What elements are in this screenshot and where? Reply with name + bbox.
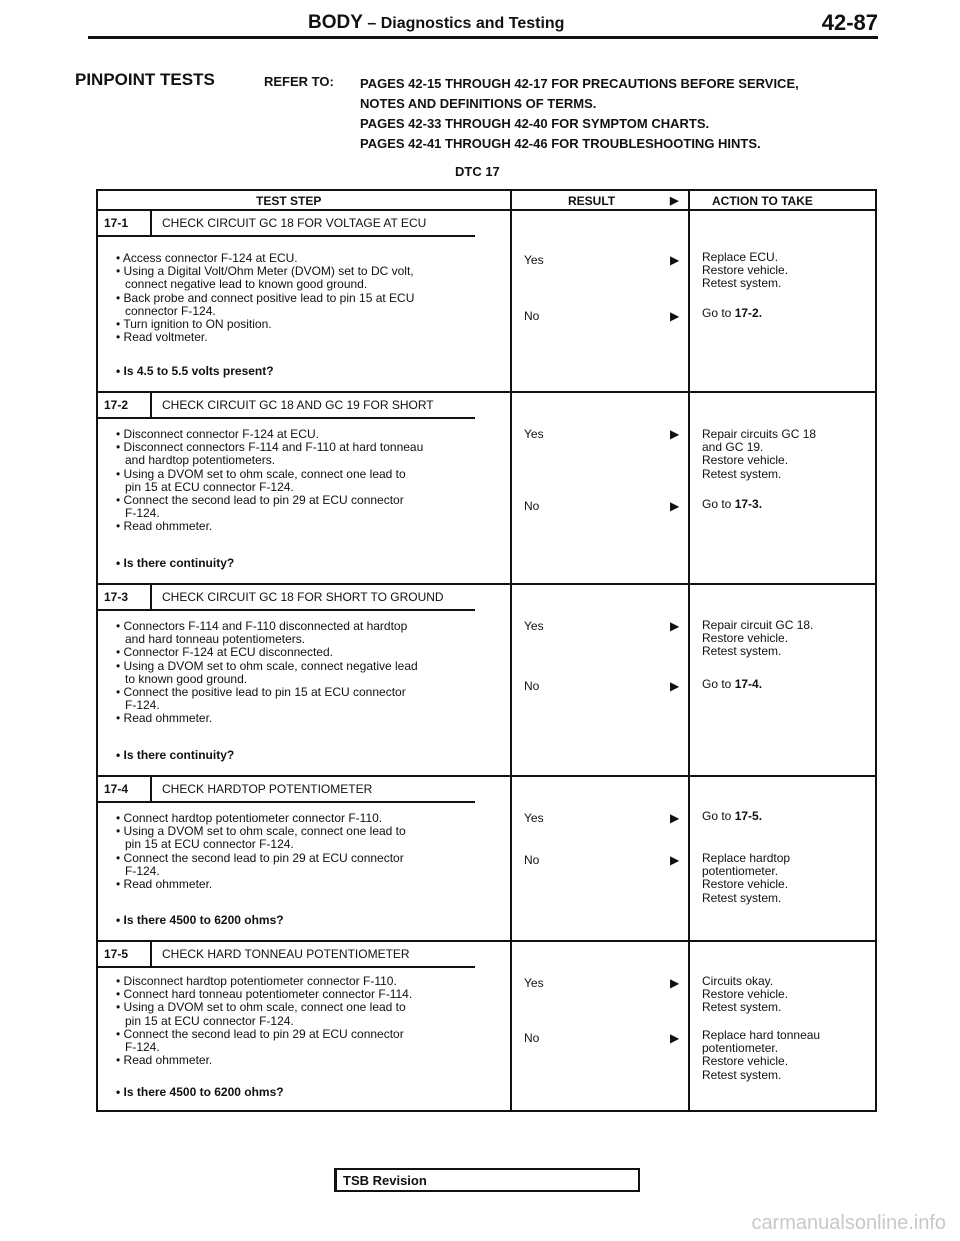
instruction-line: • Using a DVOM set to ohm scale, connect one lead to	[116, 466, 406, 481]
instruction-line: • Using a Digital Volt/Ohm Meter (DVOM) set to DC volt,	[116, 264, 414, 279]
step-instructions	[116, 428, 506, 534]
step-title-underline	[98, 417, 475, 419]
instruction-line: pin 15 at ECU connector F-124.	[125, 1013, 294, 1028]
result-label: No	[524, 499, 540, 513]
instruction-line: F-124.	[125, 863, 160, 878]
action-line	[702, 892, 790, 905]
action-text	[702, 852, 790, 905]
step-number: 17-2	[104, 398, 129, 412]
result-arrow-icon: ▶	[670, 499, 680, 513]
result-arrow-icon: ▶	[670, 1031, 680, 1045]
refer-line: PAGES 42-33 THROUGH 42-40 FOR SYMPTOM CHARTS.	[360, 116, 710, 131]
step-number-divider	[150, 585, 152, 609]
instruction-line: • Read ohmmeter.	[116, 877, 213, 892]
step-title-underline	[98, 966, 475, 968]
action-text	[702, 678, 762, 691]
step-title-underline	[98, 235, 475, 237]
action-line-text: Repair circuits GC 18	[702, 427, 817, 441]
action-text	[702, 810, 762, 823]
column-divider	[510, 191, 512, 1110]
action-text	[702, 619, 813, 659]
watermark: carmanualsonline.info	[751, 1212, 946, 1234]
step-number-divider	[150, 942, 152, 966]
step-title: CHECK HARD TONNEAU POTENTIOMETER	[162, 947, 410, 961]
action-text	[702, 498, 762, 511]
result-arrow-icon: ▶	[670, 853, 680, 867]
action-line	[702, 678, 762, 691]
action-text	[702, 307, 762, 320]
goto-step-ref: 17-4.	[734, 677, 763, 691]
section-subtitle: Diagnostics and Testing	[380, 15, 565, 32]
instruction-line: • Connect the positive lead to pin 15 at ECU connector	[116, 685, 406, 700]
action-line-text: Replace hardtop	[702, 851, 791, 865]
action-line-text: and GC 19.	[702, 440, 764, 455]
instruction-line: pin 15 at ECU connector F-124.	[125, 837, 294, 852]
goto-step-ref: 17-5.	[734, 809, 763, 823]
action-line-text: Restore vehicle.	[702, 987, 789, 1002]
step-title: CHECK CIRCUIT GC 18 FOR SHORT TO GROUND	[162, 590, 444, 604]
action-line	[702, 810, 762, 823]
tsb-revision-label: TSB Revision	[343, 1173, 427, 1188]
action-line-text: Restore vehicle.	[702, 1054, 789, 1069]
action-line	[702, 645, 813, 658]
instruction-line: • Connect the second lead to pin 29 at ECU connector	[116, 850, 404, 865]
result-arrow-icon: ▶	[670, 679, 680, 693]
step-question: • Is there 4500 to 6200 ohms?	[116, 913, 284, 927]
instruction-line: and hard tonneau potentiometers.	[125, 632, 306, 647]
action-line-text: Restore vehicle.	[702, 263, 789, 278]
step-number: 17-3	[104, 590, 129, 604]
instruction-line: pin 15 at ECU connector F-124.	[125, 479, 294, 494]
step-instructions	[116, 620, 506, 726]
refer-line: NOTES AND DEFINITIONS OF TERMS.	[360, 96, 597, 111]
action-line	[702, 468, 816, 481]
result-label: Yes	[524, 976, 544, 990]
step-question: • Is there 4500 to 6200 ohms?	[116, 1085, 284, 1099]
action-line-text: potentiometer.	[702, 864, 779, 879]
result-arrow-icon: ▶	[670, 427, 680, 441]
action-line-text: Restore vehicle.	[702, 631, 789, 646]
column-divider	[688, 191, 690, 1110]
pinpoint-test-table	[96, 189, 877, 1112]
result-label: No	[524, 309, 540, 323]
action-line-text: Go to	[702, 677, 735, 691]
instruction-line: • Connector F-124 at ECU disconnected.	[116, 645, 333, 660]
step-instructions	[116, 975, 506, 1067]
refer-to-list	[360, 74, 799, 154]
result-label: No	[524, 679, 540, 693]
tsb-revision-box	[334, 1168, 640, 1192]
instruction-line: • Back probe and connect positive lead to pin 15 at ECU	[116, 290, 415, 305]
refer-line: PAGES 42-15 THROUGH 42-17 FOR PRECAUTIONS BEFORE SERVICE,	[360, 76, 799, 91]
page-header	[88, 8, 878, 38]
action-line-text: Go to	[702, 497, 735, 511]
result-label: Yes	[524, 253, 544, 267]
instruction-line: F-124.	[125, 506, 160, 521]
action-line-text: Retest system.	[702, 466, 782, 481]
action-line-text: Restore vehicle.	[702, 877, 789, 892]
instruction-line: • Disconnect connectors F-114 and F-110 at hard tonneau	[116, 440, 424, 455]
page-title	[308, 12, 564, 34]
instruction-line: • Connect the second lead to pin 29 at ECU connector	[116, 493, 404, 508]
instruction-line: • Using a DVOM set to ohm scale, connect negative lead	[116, 658, 418, 673]
header-rule	[88, 36, 878, 39]
instruction-line: • Connect the second lead to pin 29 at ECU connector	[116, 1026, 404, 1041]
step-divider	[98, 391, 875, 393]
pinpoint-tests-heading: PINPOINT TESTS	[75, 70, 215, 89]
result-label: Yes	[524, 427, 544, 441]
instruction-line: • Read ohmmeter.	[116, 711, 213, 726]
column-header-result: RESULT	[568, 194, 616, 208]
step-number-divider	[150, 777, 152, 801]
instruction-line: and hardtop potentiometers.	[125, 453, 276, 468]
instruction-line: • Read voltmeter.	[116, 330, 208, 345]
action-line-text: Retest system.	[702, 276, 782, 291]
action-line-text: Go to	[702, 306, 735, 320]
step-number-divider	[150, 393, 152, 417]
result-label: Yes	[524, 619, 544, 633]
action-line-text: Go to	[702, 809, 735, 823]
step-title: CHECK CIRCUIT GC 18 AND GC 19 FOR SHORT	[162, 398, 434, 412]
refer-line: PAGES 42-41 THROUGH 42-46 FOR TROUBLESHOOTING HINTS.	[360, 136, 761, 151]
step-number: 17-5	[104, 947, 129, 961]
step-divider	[98, 583, 875, 585]
action-line-text: potentiometer.	[702, 1041, 779, 1056]
step-title-underline	[98, 801, 475, 803]
instruction-line: connect negative lead to known good ground.	[125, 277, 368, 292]
instruction-line: F-124.	[125, 698, 160, 713]
column-header-action: ACTION TO TAKE	[712, 194, 813, 208]
instruction-line: • Using a DVOM set to ohm scale, connect one lead to	[116, 824, 406, 839]
instruction-line: • Disconnect hardtop potentiometer connector F-110.	[116, 974, 397, 988]
step-number: 17-4	[104, 782, 129, 796]
instruction-line: • Connect hard tonneau potentiometer connector F-114.	[116, 987, 413, 1002]
column-header-arrow: ▶	[670, 195, 679, 207]
goto-step-ref: 17-3.	[734, 497, 763, 511]
result-arrow-icon: ▶	[670, 253, 680, 267]
result-arrow-icon: ▶	[670, 619, 680, 633]
instruction-line: • Read ohmmeter.	[116, 1053, 213, 1068]
column-header-test-step: TEST STEP	[256, 194, 322, 208]
step-number: 17-1	[104, 216, 129, 230]
instruction-line: • Disconnect connector F-124 at ECU.	[116, 427, 319, 441]
action-line-text: Repair circuit GC 18.	[702, 618, 814, 632]
action-line-text: Circuits okay.	[702, 974, 774, 988]
action-line	[702, 307, 762, 320]
page-number: 42-87	[821, 10, 878, 35]
instruction-line: • Read ohmmeter.	[116, 519, 213, 534]
instruction-line: connector F-124.	[125, 303, 216, 318]
step-instructions	[116, 252, 506, 344]
action-line	[702, 1069, 820, 1082]
action-text	[702, 1029, 820, 1082]
instruction-line: • Connectors F-114 and F-110 disconnected at hardtop	[116, 619, 408, 633]
step-question: • Is 4.5 to 5.5 volts present?	[116, 364, 274, 378]
result-arrow-icon: ▶	[670, 976, 680, 990]
instruction-line: • Turn ignition to ON position.	[116, 317, 272, 332]
instruction-line: • Using a DVOM set to ohm scale, connect one lead to	[116, 1000, 406, 1015]
step-divider	[98, 940, 875, 942]
action-line-text: Restore vehicle.	[702, 453, 789, 468]
step-title: CHECK HARDTOP POTENTIOMETER	[162, 782, 373, 796]
action-line	[702, 1001, 788, 1014]
result-label: Yes	[524, 811, 544, 825]
refer-to-label: REFER TO:	[264, 74, 334, 89]
action-line-text: Retest system.	[702, 890, 782, 905]
step-instructions	[116, 812, 506, 891]
action-line	[702, 277, 788, 290]
action-line-text: Retest system.	[702, 1067, 782, 1082]
step-question: • Is there continuity?	[116, 556, 235, 570]
action-line-text: Retest system.	[702, 1000, 782, 1015]
goto-step-ref: 17-2.	[734, 306, 763, 320]
instruction-line: to known good ground.	[125, 671, 248, 686]
header-divider	[98, 209, 875, 211]
step-number-divider	[150, 211, 152, 235]
action-line	[702, 498, 762, 511]
action-line-text: Retest system.	[702, 644, 782, 659]
action-line-text: Replace hard tonneau	[702, 1028, 821, 1042]
instruction-line: F-124.	[125, 1040, 160, 1055]
result-arrow-icon: ▶	[670, 309, 680, 323]
step-title: CHECK CIRCUIT GC 18 FOR VOLTAGE AT ECU	[162, 216, 427, 230]
instruction-line: • Connect hardtop potentiometer connector F-110.	[116, 811, 383, 825]
step-divider	[98, 775, 875, 777]
action-text	[702, 975, 788, 1015]
result-arrow-icon: ▶	[670, 811, 680, 825]
action-text	[702, 428, 816, 481]
section-name: BODY	[308, 12, 363, 33]
action-line-text: Replace ECU.	[702, 250, 779, 264]
step-title-underline	[98, 609, 475, 611]
action-text	[702, 251, 788, 291]
instruction-line: • Access connector F-124 at ECU.	[116, 251, 298, 265]
result-label: No	[524, 853, 540, 867]
step-question: • Is there continuity?	[116, 748, 235, 762]
title-dash: –	[362, 15, 381, 32]
dtc-title: DTC 17	[455, 164, 500, 179]
result-label: No	[524, 1031, 540, 1045]
